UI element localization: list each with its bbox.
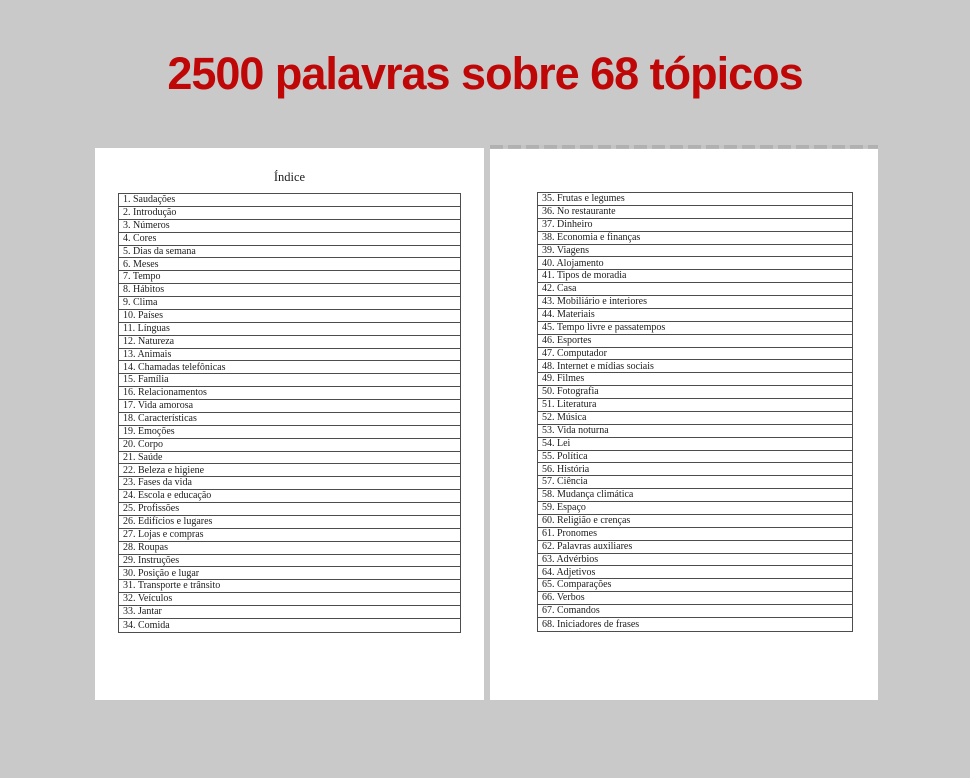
toc-item: 31. Transporte e trânsito xyxy=(119,580,460,593)
toc-item: 64. Adjetivos xyxy=(538,566,852,579)
toc-item: 32. Veículos xyxy=(119,593,460,606)
toc-item: 29. Instruções xyxy=(119,555,460,568)
toc-item: 39. Viagens xyxy=(538,245,852,258)
toc-item: 55. Política xyxy=(538,451,852,464)
toc-item: 45. Tempo livre e passatempos xyxy=(538,322,852,335)
toc-item: 38. Economia e finanças xyxy=(538,232,852,245)
toc-item: 44. Materiais xyxy=(538,309,852,322)
toc-item: 3. Números xyxy=(119,220,460,233)
toc-item: 61. Pronomes xyxy=(538,528,852,541)
toc-item: 17. Vida amorosa xyxy=(119,400,460,413)
index-heading: Índice xyxy=(273,170,306,184)
toc-item: 62. Palavras auxiliares xyxy=(538,541,852,554)
toc-item: 48. Internet e mídias sociais xyxy=(538,360,852,373)
toc-item: 37. Dinheiro xyxy=(538,219,852,232)
toc-item: 10. Países xyxy=(119,310,460,323)
toc-item: 30. Posição e lugar xyxy=(119,567,460,580)
toc-item: 5. Dias da semana xyxy=(119,246,460,259)
toc-item: 67. Comandos xyxy=(538,605,852,618)
page-title: 2500 palavras sobre 68 tópicos xyxy=(167,48,803,99)
toc-item: 59. Espaço xyxy=(538,502,852,515)
toc-item: 36. No restaurante xyxy=(538,206,852,219)
toc-item: 51. Literatura xyxy=(538,399,852,412)
toc-item: 22. Beleza e higiene xyxy=(119,464,460,477)
toc-item: 14. Chamadas telefônicas xyxy=(119,361,460,374)
toc-item: 25. Profissões xyxy=(119,503,460,516)
toc-table-right xyxy=(537,192,853,632)
toc-table-left xyxy=(118,193,461,633)
toc-item: 23. Fases da vida xyxy=(119,477,460,490)
toc-item: 47. Computador xyxy=(538,348,852,361)
toc-item: 33. Jantar xyxy=(119,606,460,619)
toc-item: 52. Música xyxy=(538,412,852,425)
toc-item: 1. Saudações xyxy=(119,194,460,207)
toc-item: 21. Saúde xyxy=(119,452,460,465)
toc-item: 49. Filmes xyxy=(538,373,852,386)
toc-item: 18. Características xyxy=(119,413,460,426)
toc-item: 12. Natureza xyxy=(119,336,460,349)
toc-item: 2. Introdução xyxy=(119,207,460,220)
toc-item: 28. Roupas xyxy=(119,542,460,555)
toc-item: 53. Vida noturna xyxy=(538,425,852,438)
toc-item: 19. Emoções xyxy=(119,426,460,439)
toc-item: 63. Advérbios xyxy=(538,554,852,567)
toc-item: 35. Frutas e legumes xyxy=(538,193,852,206)
toc-item: 65. Comparações xyxy=(538,579,852,592)
toc-item: 42. Casa xyxy=(538,283,852,296)
toc-item: 4. Cores xyxy=(119,233,460,246)
toc-item: 40. Alojamento xyxy=(538,257,852,270)
toc-item: 41. Tipos de moradia xyxy=(538,270,852,283)
toc-item: 8. Hábitos xyxy=(119,284,460,297)
book-page-left xyxy=(95,148,484,700)
toc-item: 24. Escola e educação xyxy=(119,490,460,503)
scan-edge-artifact xyxy=(490,145,878,149)
toc-item: 60. Religião e crenças xyxy=(538,515,852,528)
toc-item: 16. Relacionamentos xyxy=(119,387,460,400)
toc-item: 58. Mudança climática xyxy=(538,489,852,502)
toc-item: 66. Verbos xyxy=(538,592,852,605)
toc-item: 54. Lei xyxy=(538,438,852,451)
toc-item: 57. Ciência xyxy=(538,476,852,489)
toc-item: 43. Mobiliário e interiores xyxy=(538,296,852,309)
toc-item: 26. Edifícios e lugares xyxy=(119,516,460,529)
toc-item: 6. Meses xyxy=(119,258,460,271)
toc-item: 56. História xyxy=(538,463,852,476)
toc-item: 9. Clima xyxy=(119,297,460,310)
toc-item: 15. Família xyxy=(119,374,460,387)
toc-item: 13. Animais xyxy=(119,349,460,362)
toc-item: 7. Tempo xyxy=(119,271,460,284)
toc-item: 46. Esportes xyxy=(538,335,852,348)
toc-item: 34. Comida xyxy=(123,619,170,631)
toc-item: 27. Lojas e compras xyxy=(119,529,460,542)
book-page-right xyxy=(490,148,878,700)
toc-item: 11. Línguas xyxy=(119,323,460,336)
toc-item: 68. Iniciadores de frases xyxy=(542,618,640,630)
toc-item: 50. Fotografia xyxy=(538,386,852,399)
toc-item: 20. Corpo xyxy=(119,439,460,452)
